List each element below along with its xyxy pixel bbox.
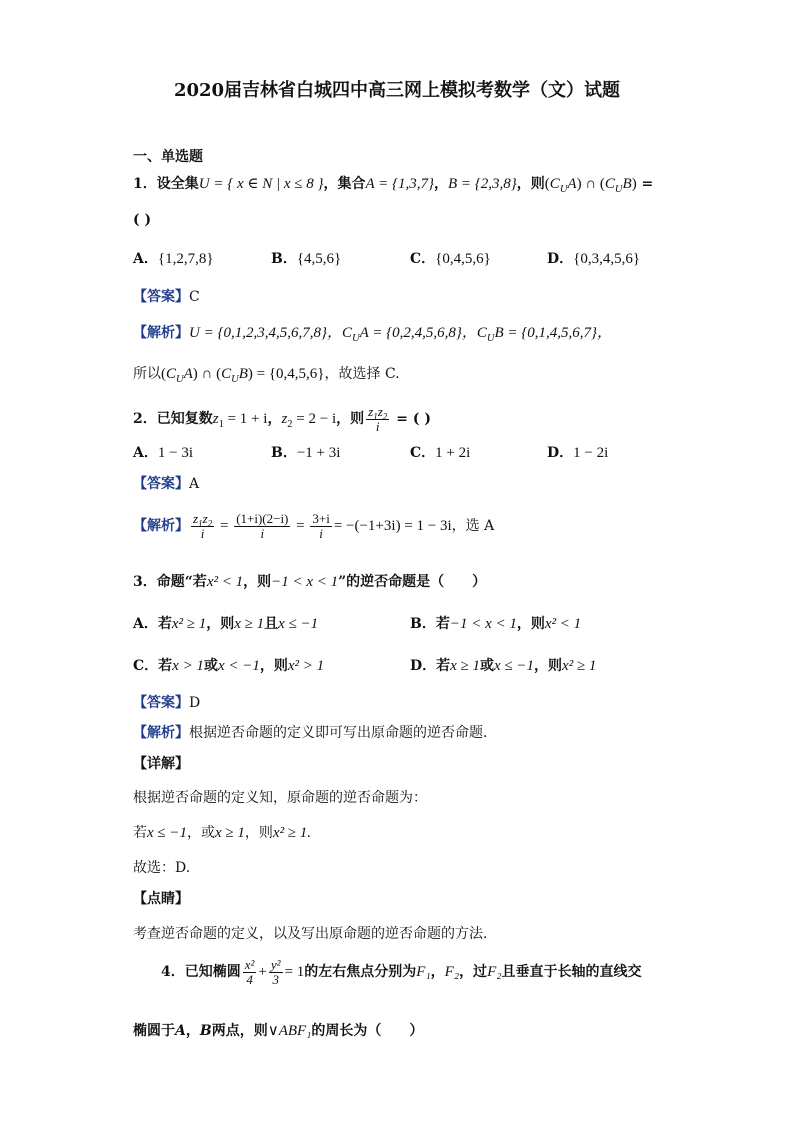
comment-text: 考查逆否命题的定义，以及写出原命题的逆否命题的方法. [133, 926, 488, 942]
option-label: A．若 [133, 616, 172, 632]
detail-text-2 [133, 822, 311, 842]
math-expr: ∨ABF₁ [267, 1023, 312, 1039]
detail-text: 若 [133, 825, 147, 841]
option-a [133, 248, 214, 268]
question-4 [161, 958, 641, 986]
analysis-text: ，选 A [451, 518, 495, 535]
math-expr: x ≤ −1 [147, 825, 188, 841]
option-d [410, 655, 596, 675]
math-expr: A = {0,2,4,5,6,8}， [359, 325, 477, 341]
question-number: 3． [133, 574, 157, 590]
answer-value: A [189, 476, 200, 492]
math-expr: x² ≥ 1. [272, 825, 312, 841]
answer-paren: ( ) [133, 212, 152, 228]
option-text: ，则 [516, 616, 545, 632]
math-expr: = 1 [284, 964, 305, 981]
math-symbol: A [175, 1023, 186, 1039]
option-b [410, 613, 581, 633]
math-expr: $C_U$ [341, 325, 360, 344]
page-title: 2020届吉林省白城四中高三网上模拟考数学（文）试题 [173, 80, 621, 101]
math-expr: x² > 1 [287, 658, 325, 674]
analysis-text: 所以 [133, 366, 161, 382]
option-d [547, 442, 608, 462]
question-number: 1． [133, 176, 157, 192]
option-a [133, 613, 318, 633]
option-c [410, 248, 491, 268]
fraction [310, 512, 331, 540]
question-2 [133, 405, 431, 433]
math-symbol: F₂ [487, 964, 502, 981]
comment-heading: 【点睛】 [133, 891, 189, 907]
math-expr: $C_U$ [476, 325, 495, 344]
question-text: 的周长为（ ） [311, 1023, 424, 1039]
question-text: = ( ) [391, 411, 431, 428]
question-text: ，则 [516, 176, 545, 192]
detail-text: 根据逆否命题的定义知，原命题的逆否命题为： [133, 790, 427, 806]
detail-conclusion: 故选：D. [133, 860, 191, 876]
option-value: {1,2,7,8} [157, 251, 214, 267]
option-label: B． [271, 445, 297, 461]
math-expr: x² ≥ 1 [171, 616, 207, 632]
fraction [269, 958, 283, 986]
question-text: 两点，则 [211, 1023, 268, 1039]
option-value: 1 + 2i [435, 445, 471, 461]
math-symbol: F₂ [444, 964, 460, 981]
fraction-denominator: 4 [246, 971, 253, 987]
math-z2: $z_2 = 2 - i$ [281, 411, 337, 431]
detail-text: ，或 [187, 825, 216, 841]
option-value: {0,4,5,6} [435, 251, 491, 267]
math-z1: $z_1 = 1 + i$ [212, 411, 268, 431]
math-expr: U = {0,1,2,3,4,5,6,7,8}， [189, 325, 342, 341]
fraction-numerator: y² [270, 957, 281, 972]
question-1 [133, 173, 653, 193]
section-heading: 一、单选题 [133, 149, 203, 165]
fraction: $\frac{z_1z_2}{i}$ [193, 511, 213, 541]
math-symbol: z [212, 411, 219, 428]
analysis-line [133, 321, 612, 342]
question-text: 设全集 [156, 176, 199, 192]
math-operator: + [258, 964, 267, 981]
math-expr: B = {0,1,4,5,6,7}， [494, 325, 612, 341]
answer-tag: 【答案】 [133, 476, 189, 492]
question-text: ，则 [336, 411, 365, 428]
option-label: A． [133, 251, 158, 267]
analysis-line: 【解析】 $\frac{z_1z_2}{i}$ = $\frac{(1+i)(2-i)}{i}$ = $\frac{3+i}{i}$ = −(−1+3i) = 1 − 3i，选 A [133, 511, 495, 541]
detail-text: ，则 [244, 825, 273, 841]
option-text: ，则 [259, 658, 288, 674]
option-label: A． [133, 445, 158, 461]
math-expr: x² < 1 [206, 574, 244, 590]
option-value: −1 + 3i [296, 445, 341, 461]
math-expr: = 1 + i [223, 411, 268, 428]
option-value: 1 − 3i [157, 445, 194, 461]
math-expr: x < −1 [217, 658, 260, 674]
math-expr: x ≥ 1 [450, 658, 481, 674]
math-expr: x ≥ 1 [234, 616, 265, 632]
question-text: 且垂直于长轴的直线交 [501, 964, 642, 981]
math-set-u: U = { x ∈ N | x ≤ 8 } [198, 176, 324, 192]
math-expr: x ≥ 1 [215, 825, 245, 841]
fraction-numerator: 3+i [312, 511, 330, 526]
answer-line [133, 473, 199, 493]
option-text: ，则 [534, 658, 563, 674]
fraction-denominator: i [260, 525, 265, 541]
analysis-tag: 【解析】 [133, 725, 189, 741]
math-expr: x² < 1 [544, 616, 582, 632]
math-expr: = 2 − i [292, 411, 337, 428]
math-expr: x ≤ −1 [494, 658, 535, 674]
math-expr: x > 1 [172, 658, 204, 674]
question-text: ”的逆否命题是（ ） [338, 574, 487, 590]
option-value: 1 − 2i [573, 445, 609, 461]
answer-value: D [189, 695, 201, 711]
analysis-text: 根据逆否命题的定义即可写出原命题的逆否命题. [189, 725, 488, 741]
question-3 [133, 571, 486, 591]
answer-tag: 【答案】 [133, 695, 189, 711]
option-text: 或 [480, 658, 495, 674]
question-text: ，集合 [323, 176, 366, 192]
option-label: B． [271, 251, 297, 267]
analysis-text: ，故选择 C. [324, 366, 400, 382]
option-label: D． [547, 445, 574, 461]
math-expr: −1 < x < 1 [271, 574, 339, 590]
analysis-tag: 【解析】 [133, 518, 189, 535]
answer-tag: 【答案】 [133, 289, 189, 305]
math-symbol: F₁ [416, 964, 431, 981]
question-text: ， [430, 964, 445, 981]
option-text: ，则 [206, 616, 235, 632]
option-b [271, 248, 341, 268]
fraction-denominator: 3 [272, 971, 279, 987]
option-b [271, 442, 340, 462]
question-text: 椭圆于 [133, 1023, 175, 1039]
question-number: 2． [133, 411, 157, 428]
option-label: D．若 [410, 658, 451, 674]
option-label: C． [410, 251, 436, 267]
question-text: ， [434, 176, 448, 192]
analysis-tag: 【解析】 [133, 325, 189, 341]
question-text: 的左右焦点分别为 [304, 964, 417, 981]
math-symbol: B [199, 1023, 212, 1039]
math-set-a: A = {1,3,7} [365, 176, 434, 192]
fraction: $\frac{z_1z_2}{i}$ [368, 404, 388, 434]
question-number: 4． [161, 964, 185, 981]
question-text: 命题“若 [156, 574, 207, 590]
math-expr: −1 < x < 1 [449, 616, 517, 632]
fraction-numerator: (1+i)(2−i) [236, 511, 289, 526]
math-expr: = −(−1+3i) = 1 − 3i [333, 518, 452, 535]
analysis-line [133, 722, 487, 742]
option-label: B．若 [410, 616, 450, 632]
fraction-numerator: x² [244, 957, 255, 972]
analysis-line-2 [133, 363, 400, 383]
fraction [243, 958, 257, 986]
option-value: {0,3,4,5,6} [573, 251, 641, 267]
option-value: {4,5,6} [296, 251, 342, 267]
question-text: 已知椭圆 [184, 964, 241, 981]
math-set-b: B = {2,3,8} [448, 176, 517, 192]
option-text: 且 [264, 616, 279, 632]
answer-line [133, 286, 200, 306]
fraction [234, 512, 290, 540]
option-d [547, 248, 640, 268]
fraction-denominator: i [319, 525, 323, 541]
option-label: C． [410, 445, 436, 461]
question-text: ，则 [243, 574, 272, 590]
option-c [410, 442, 470, 462]
question-text: ，过 [459, 964, 488, 981]
question-text: 已知复数 [156, 411, 213, 428]
option-c [133, 655, 324, 675]
math-expr: x ≤ −1 [278, 616, 319, 632]
math-expr: x² ≥ 1 [562, 658, 597, 674]
question-text: ， [267, 411, 282, 428]
question-4-line-2 [133, 1020, 423, 1040]
question-text: ， [185, 1023, 200, 1039]
math-expr: $(C_UA)$ ∩ $(C_UB)$ [161, 366, 257, 385]
option-a [133, 442, 193, 462]
question-text: = [636, 176, 654, 192]
option-label: C．若 [133, 658, 173, 674]
math-expr: = {0,4,5,6} [256, 366, 325, 382]
answer-line [133, 692, 200, 712]
answer-value: C [189, 289, 200, 305]
math-expr: $(C_UA)$ ∩ $(C_UB)$ [544, 176, 637, 195]
option-text: 或 [203, 658, 218, 674]
detail-heading: 【详解】 [133, 756, 189, 772]
math-symbol: C [341, 325, 352, 341]
option-label: D． [547, 251, 574, 267]
